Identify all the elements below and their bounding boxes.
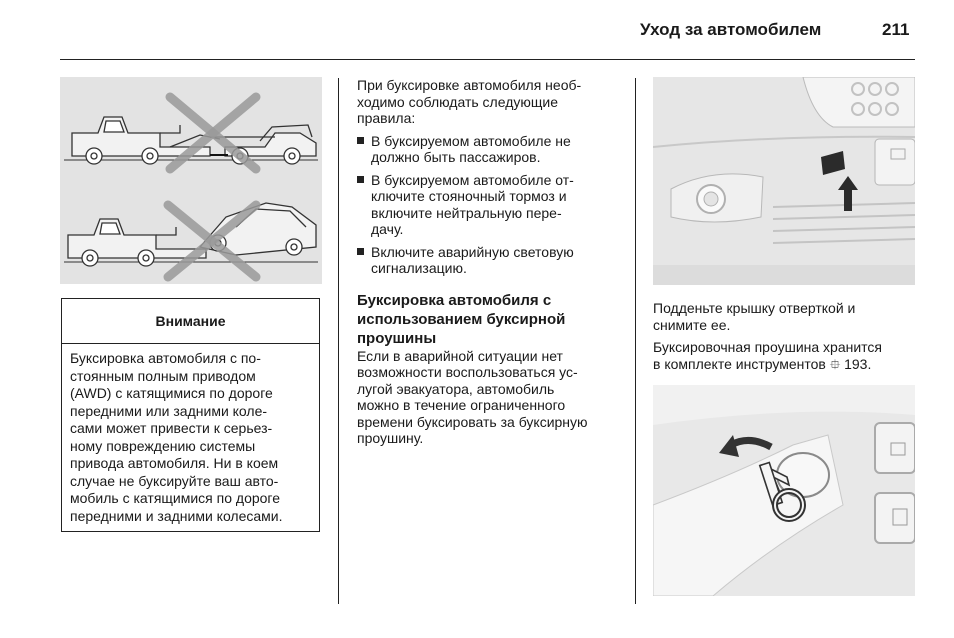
warning-line: передними и задними колесами. xyxy=(70,507,283,524)
bullet-item xyxy=(357,244,625,277)
warning-box xyxy=(61,298,320,532)
warning-title: Внимание xyxy=(62,299,319,344)
bumper-figure xyxy=(653,77,915,285)
warning-text xyxy=(62,344,319,525)
warning-line: ному повреждению системы xyxy=(70,437,256,454)
warning-line: Буксировка автомобиля с по- xyxy=(70,350,261,366)
middle-column xyxy=(357,77,625,453)
heading-line: проушины xyxy=(357,329,437,347)
text-line: При буксировке автомобиля необ- xyxy=(357,77,582,93)
text-line: снимите ее. xyxy=(653,316,731,333)
text-line: возможности воспользоваться ус- xyxy=(357,364,578,380)
text-line: включите нейтральную пере- xyxy=(371,204,562,221)
section-heading xyxy=(357,291,625,348)
bullet-item xyxy=(357,133,625,166)
text-line: дачу. xyxy=(371,221,404,237)
text-line: Подденьте крышку отверткой и xyxy=(653,300,856,316)
text-line: ходимо соблюдать следующие xyxy=(357,93,558,110)
bullet-square-icon xyxy=(357,176,364,183)
bullet-square-icon xyxy=(357,137,364,144)
text-line: сигнализацию. xyxy=(371,260,467,276)
warning-line: (AWD) с катящимися по дороге xyxy=(70,385,273,401)
warning-line: стоянным полным приводом xyxy=(70,367,256,384)
text-line: Буксировочная проушина хранится xyxy=(653,339,883,355)
text-line: времени буксировать за буксирную xyxy=(357,413,588,430)
intro-paragraph xyxy=(357,77,625,127)
tow-eye-figure xyxy=(653,385,915,596)
text-line: В буксируемом автомобиле не xyxy=(371,132,571,149)
warning-line: сами может привести к серьез- xyxy=(70,420,273,436)
text-line: ключите стояночный тормоз и xyxy=(371,188,567,204)
towing-truck-illustration xyxy=(60,77,322,284)
pry-cover-paragraph xyxy=(653,300,918,333)
heading-line: использованием буксирной xyxy=(357,310,566,328)
warning-line: мобиль с катящимися по дороге xyxy=(70,490,281,506)
text-line: Если в аварийной ситуации нет xyxy=(357,347,563,364)
text-line: правила: xyxy=(357,110,416,126)
tow-eye-storage-paragraph xyxy=(653,339,918,372)
text-line: можно в течение ограниченного xyxy=(357,397,566,413)
bullet-square-icon xyxy=(357,248,364,255)
warning-line: передними или задними коле- xyxy=(70,402,268,419)
text-line: лугой эвакуатора, автомобиль xyxy=(357,380,555,397)
text-line: в комплекте инструментов ⯐ 193. xyxy=(653,355,872,372)
text-line: Включите аварийную световую xyxy=(371,243,574,260)
right-column-text xyxy=(653,300,918,378)
column-divider-1 xyxy=(338,78,339,604)
column-divider-2 xyxy=(635,78,636,604)
bullet-item xyxy=(357,172,625,238)
header-rule xyxy=(60,59,915,60)
text-line: проушину. xyxy=(357,430,424,446)
text-line: должно быть пассажиров. xyxy=(371,149,541,165)
tow-eye-illustration xyxy=(653,385,915,596)
text-line: В буксируемом автомобиле от- xyxy=(371,171,574,188)
bumper-cover-illustration xyxy=(653,77,915,285)
heading-line: Буксировка автомобиля с xyxy=(357,291,552,309)
section-body xyxy=(357,348,625,447)
warning-line: случае не буксируйте ваш авто- xyxy=(70,472,279,489)
warning-line: привода автомобиля. Ни в коем xyxy=(70,455,279,471)
page-number: 211 xyxy=(882,20,910,39)
page-title: Уход за автомобилем xyxy=(640,20,822,39)
towing-figure xyxy=(60,77,322,284)
